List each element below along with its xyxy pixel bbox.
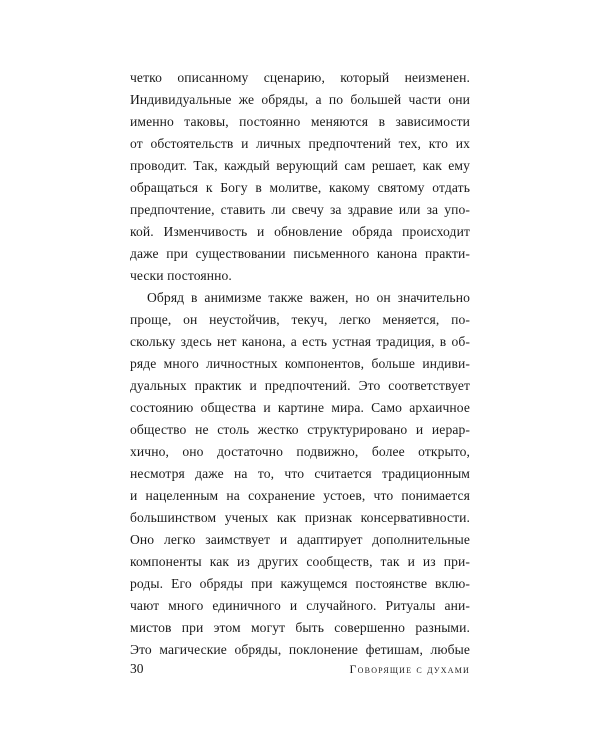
text-line: именно таковы, постоянно меняются в зависимости [130,114,470,129]
text-line: состоянию общества и картине мира. Само архаичное [130,400,470,415]
text-line: чески постоянно. [130,268,232,283]
text-line: Оно легко заимствует и адаптирует дополнительные [130,532,470,547]
text-line: роды. Его обряды при кажущемся постоянстве вклю- [130,576,470,591]
text-line: общество не столь жестко структурировано и иерар- [130,422,470,437]
page-number: 30 [130,661,144,676]
text-line: Индивидуальные же обряды, а по большей части они [130,92,470,107]
text-line: и нацеленным на сохранение устоев, что понимается [130,488,470,503]
text-line: предпочтение, ставить ли свечу за здравие или за упо- [130,202,470,217]
text-line: кой. Изменчивость и обновление обряда происходит [130,224,470,239]
text-line: дуальных практик и предпочтений. Это соответствует [130,378,470,393]
text-line: от обстоятельств и личных предпочтений тех, кто их [130,136,470,151]
text-line: несмотря даже на то, что считается традиционным [130,466,470,481]
text-line: скольку здесь нет канона, а есть устная традиция, в об- [130,334,470,349]
text-line: большинством ученых как признак консервативности. [130,510,470,525]
text-line: четко описанному сценарию, который неизменен. [130,70,470,85]
text-line: чают много единичного и случайного. Ритуалы ани- [130,598,470,613]
text-line: проще, он неустойчив, текуч, легко меняется, по- [130,312,470,327]
text-line: хично, оно достаточно подвижно, более открыто, [130,444,470,459]
text-line: проводит. Так, каждый верующий сам решает, как ему [130,158,470,173]
text-line: даже при существовании письменного канона практи- [130,246,470,261]
text-line: мистов при этом могут быть совершенно разными. [130,620,470,635]
text-line: Это магические обряды, поклонение фетишам, любые [130,642,470,657]
running-title: Говорящие с духами [349,662,470,676]
text-line: Обряд в анимизме также важен, но он значительно [147,290,470,305]
text-line: компоненты как из других сообществ, так и из при- [130,554,470,569]
text-line: обращаться к Богу в молитве, какому святому отдать [130,180,470,195]
text-line: ряде много личностных компонентов, больше индиви- [130,356,470,371]
